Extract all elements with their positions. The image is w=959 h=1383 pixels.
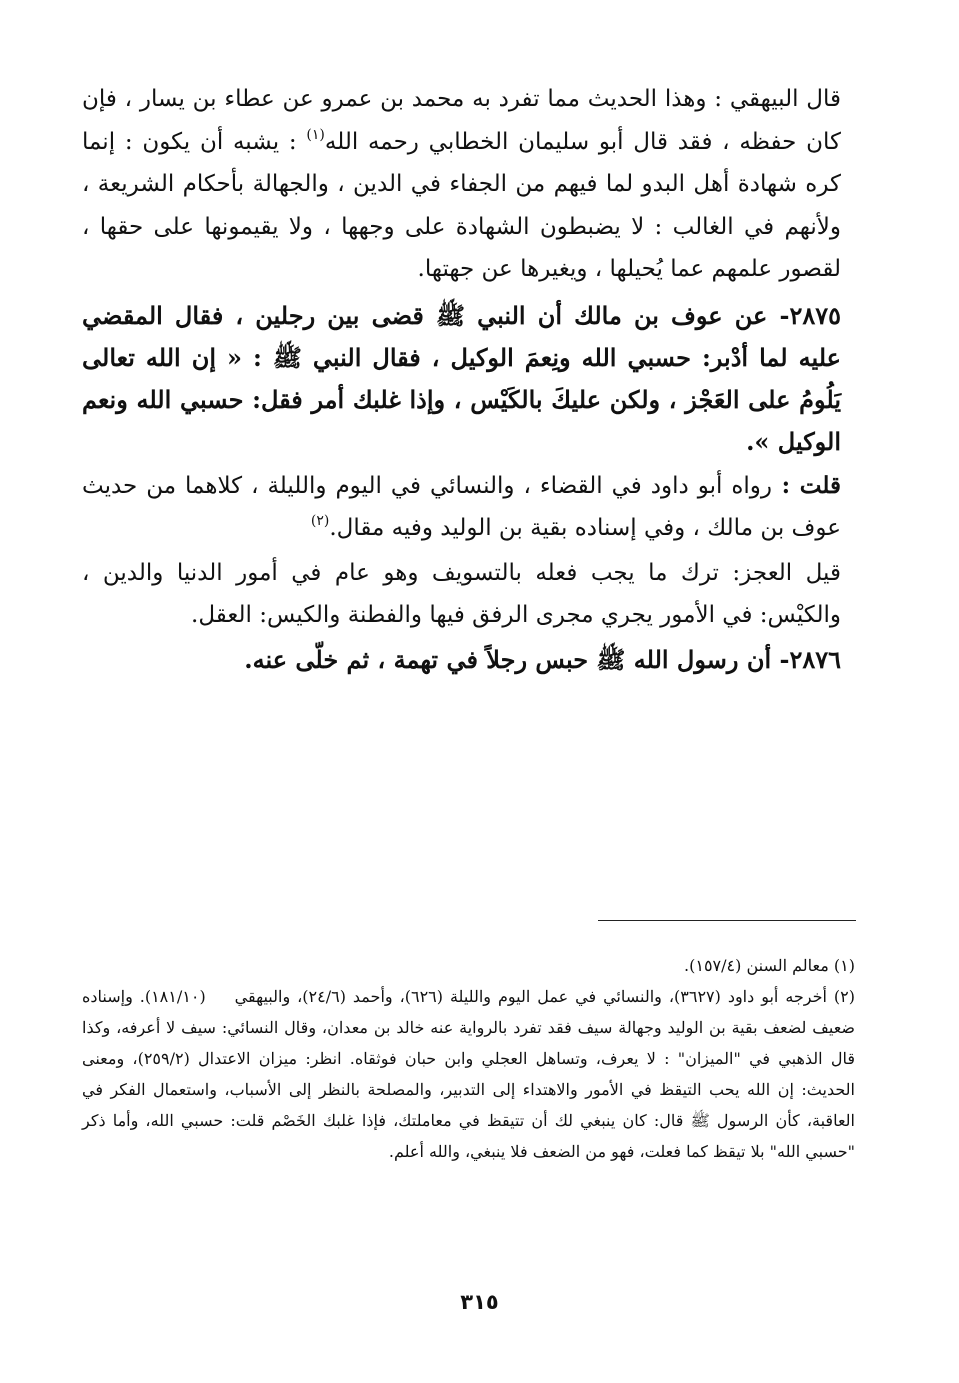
footnote-divider [598, 920, 856, 921]
hadith-text: أن رسول الله ﷺ حبس رجلاً في تهمة ، ثم خلّى عنه. [244, 644, 772, 674]
page-number: ٣١٥ [460, 1290, 499, 1314]
footnote-2-first: (٢) أخرجه أبو داود (٣٦٢٧)، والنسائي في عمل اليوم والليلة (٦٢٦)، وأحمد (٢٤/٦)، والبيهقي [234, 987, 856, 1006]
paragraph-text-continued: : يشبه أن يكون : إنما كره شهادة أهل البدو لما فيهم من الجفاء في الدين ، والجهالة بأحكام الشريعة ، ولأنهم في الغالب : لا يضبطون الشهادة على وجهها ، ولا يقيمونها على حقها ، لقصور علمهم عما يُحيلها ، ويغيرها عن جهتها. [82, 128, 841, 282]
paragraph-ajz: قيل العجز: ترك ما يجب فعله بالتسويف وهو عام في أمور الدنيا والدين ، والكيْس: في الأمور يجري مجرى الرفق فيها والفطنة والكيس: العقل. [82, 559, 841, 628]
footnote-ref-2: (٢) [310, 513, 330, 529]
footnote-ref-1: (١) [306, 126, 325, 143]
paragraph-text: قال البيهقي : وهذا الحديث مما تفرد به محمد بن عمرو عن عطاء بن يسار ، فإن كان حفظه ، فقد قال أبو سليمان الخطابي رحمه الله [82, 86, 841, 155]
qult-text: رواه أبو داود في القضاء ، والنسائي في اليوم والليلة ، كلاهما من حديث عوف بن مالك ، وفي إسناده بقية بن الوليد وفيه مقال. [82, 472, 841, 541]
paragraph-qult [82, 465, 841, 550]
footnotes [82, 950, 855, 1167]
paragraph-bayhaqi [82, 78, 841, 291]
footnote-2-rest: (١٨١/١٠). وإسناده ضعيف لضعف بقية بن الوليد وجهالة سيف فقد تفرد بالرواية عنه خالد بن معدان، وقال النسائي: سيف لا أعرفه، وكذا قال الذهبي في "الميزان" : لا يعرف، وتساهل العجلي وابن حبان فوثقاه. انظر: ميزان الاعتدال (٢٥٩/٢)، ومعنى الحديث: إن الله يحب التيقظ في الأمور والاهتداء إلى التدبير، والمصلحة بالنظر إلى الأسباب، واستعمال الفكر في العاقبة، كأن الرسول ﷺ قال: كان ينبغي لك أن تتيقظ في معاملتك، فإذا غلبك الخَصْم قلت: حسبي الله، وأما ذكر "حسبي الله" بلا تيقظ كما فعلت، فهو من الضعف فلا ينبغي، والله أعلم. [82, 987, 856, 1161]
qult-label: قلت : [772, 471, 841, 499]
hadith-number: ٢٨٧٦- [771, 644, 841, 674]
hadith-2876 [82, 639, 841, 682]
main-text [82, 78, 841, 683]
hadith-number: ٢٨٧٥- [767, 300, 841, 330]
hadith-2875 [82, 295, 841, 463]
footnote-1: (١) معالم السنن (١٥٧/٤). [684, 956, 855, 975]
hadith-text: عن عوف بن مالك أن النبي ﷺ قضى بين رجلين ، فقال المقضي عليه لما أدْبر: حسبي الله ونِعمَ الوكيل ، فقال النبي ﷺ : « إن الله تعالى يَلُومُ على العَجْز ، ولكن عليكَ بالكَيْس ، وإذا غلبك أمر فقل: حسبي الله ونعم الوكيل ». [82, 300, 841, 456]
footnote-2 [82, 981, 855, 1167]
